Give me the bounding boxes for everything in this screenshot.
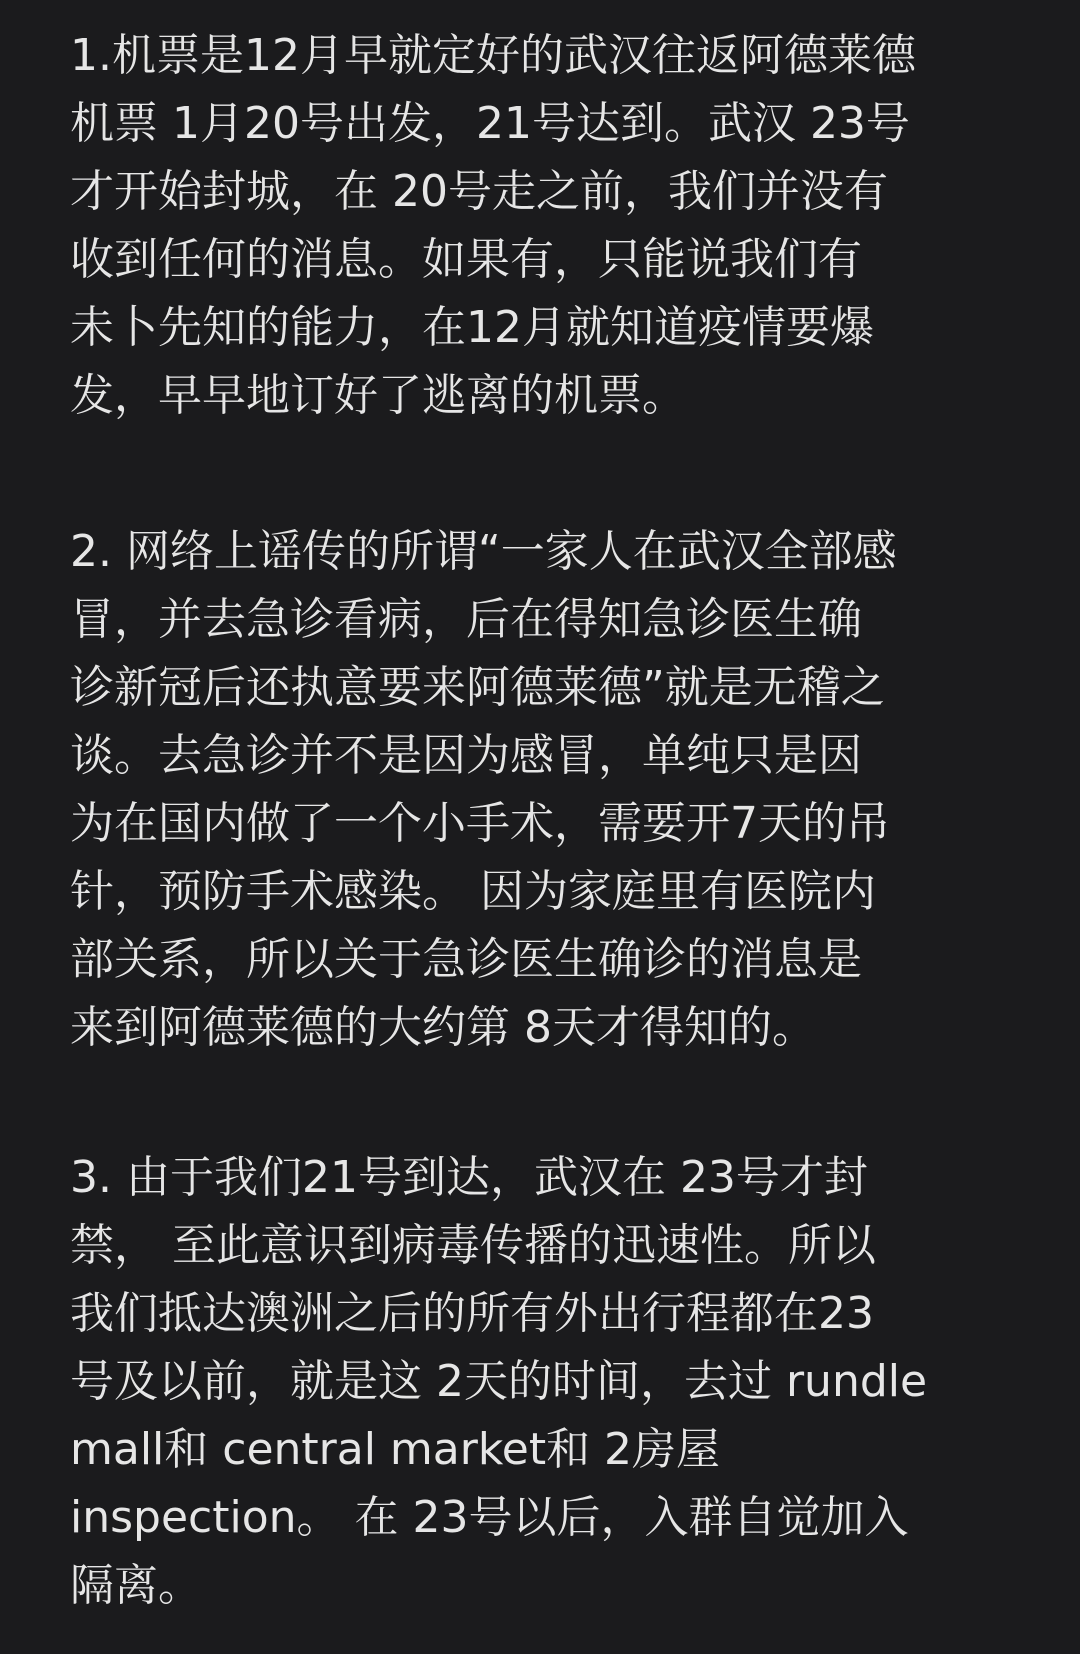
paragraph-line: 部关系，所以关于急诊医生确诊的消息是 bbox=[70, 934, 862, 985]
paragraph-line: mall和 central market和 2房屋 bbox=[70, 1424, 721, 1475]
paragraph-line: 未卜先知的能力，在12月就知道疫情要爆 bbox=[70, 302, 874, 353]
paragraph-line: 隔离。 bbox=[70, 1560, 202, 1611]
paragraph-line: 2. 网络上谣传的所谓“一家人在武汉全部感 bbox=[70, 526, 897, 577]
paragraph-line: 禁， 至此意识到病毒传播的迅速性。所以 bbox=[70, 1220, 876, 1271]
paragraph-line: 冒，并去急诊看病，后在得知急诊医生确 bbox=[70, 594, 862, 645]
paragraph-line: 诊新冠后还执意要来阿德莱德”就是无稽之 bbox=[70, 662, 885, 713]
paragraph-line: 来到阿德莱德的大约第 8天才得知的。 bbox=[70, 1002, 816, 1053]
paragraph-line: 我们抵达澳洲之后的所有外出行程都在23 bbox=[70, 1288, 874, 1339]
paragraph-line: 为在国内做了一个小手术，需要开7天的吊 bbox=[70, 798, 890, 849]
paragraph-line: 针，预防手术感染。 因为家庭里有医院内 bbox=[70, 866, 876, 917]
paragraph-line: inspection。 在 23号以后，入群自觉加入 bbox=[70, 1492, 909, 1543]
paragraph-line: 才开始封城，在 20号走之前，我们并没有 bbox=[70, 166, 888, 217]
paragraph-line: 收到任何的消息。如果有，只能说我们有 bbox=[70, 234, 862, 285]
paragraph-line: 号及以前，就是这 2天的时间，去过 rundle bbox=[70, 1356, 928, 1407]
paragraph-line: 机票 1月20号出发，21号达到。武汉 23号 bbox=[70, 98, 910, 149]
paragraph-line: 3. 由于我们21号到达，武汉在 23号才封 bbox=[70, 1152, 868, 1203]
paragraph-line: 发，早早地订好了逃离的机票。 bbox=[70, 370, 686, 421]
paragraph-line: 谈。去急诊并不是因为感冒，单纯只是因 bbox=[70, 730, 862, 781]
paragraph-line: 1.机票是12月早就定好的武汉往返阿德莱德 bbox=[70, 30, 916, 81]
